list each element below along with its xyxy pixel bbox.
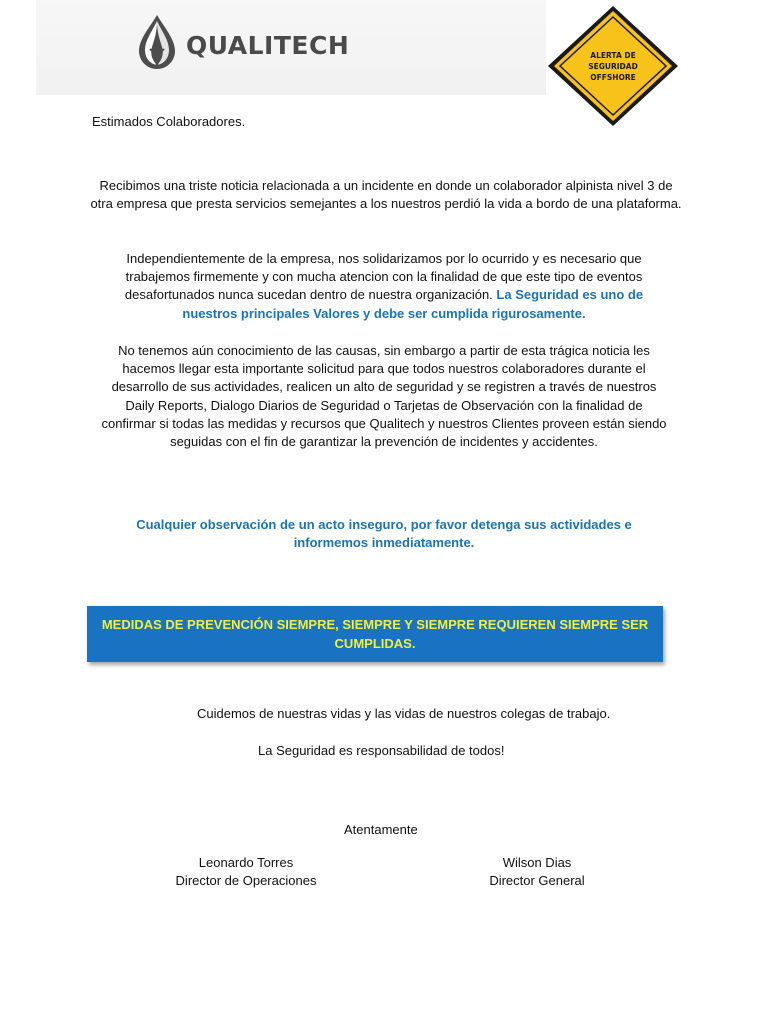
greeting: Estimados Colaboradores. bbox=[92, 114, 246, 129]
alert-line-1: ALERTA DE bbox=[590, 50, 636, 60]
signatory-title: Director de Operaciones bbox=[175, 873, 317, 888]
company-logo bbox=[136, 12, 349, 72]
paragraph-solidarity bbox=[100, 250, 668, 323]
safety-alert-sign bbox=[546, 4, 680, 128]
signature-block-operations bbox=[146, 854, 346, 890]
safety-alert-text bbox=[546, 4, 680, 128]
signatory-name: Leonardo Torres bbox=[198, 855, 294, 870]
care-line: Cuidemos de nuestras vidas y las vidas de nuestros colegas de trabajo. bbox=[197, 706, 611, 721]
closing: Atentamente bbox=[344, 822, 418, 837]
prevention-banner-text: MEDIDAS DE PREVENCIÓN SIEMPRE, SIEMPRE Y SIEMPRE REQUIEREN SIEMPRE SER CUMPLIDAS. bbox=[101, 617, 649, 651]
responsibility-line: La Seguridad es responsabilidad de todos! bbox=[258, 743, 505, 758]
paragraph-incident: Recibimos una triste noticia relacionada a un incidente en donde un colaborador alpinista nivel 3 de otra empresa que presta servicios semejantes a los nuestros perdió la vida a bordo de una plataforma. bbox=[90, 178, 682, 212]
safety-value-highlight: La Seguridad es uno de nuestros principales Valores y debe ser cumplida rigurosamente. bbox=[182, 287, 644, 321]
prevention-banner bbox=[87, 606, 663, 662]
signatory-name: Wilson Dias bbox=[502, 855, 572, 870]
paragraph-stop-work: Cualquier observación de un acto inseguro, por favor detenga sus actividades e informemos inmediatamente. bbox=[136, 517, 632, 551]
alert-line-2: SEGURIDAD bbox=[588, 61, 638, 71]
signature-block-general bbox=[437, 854, 637, 890]
company-name: QUALITECH bbox=[186, 30, 350, 60]
paragraph-request: No tenemos aún conocimiento de las causas, sin embargo a partir de esta trágica noticia les hacemos llegar esta importante solicitud para que todos nuestros colaboradores durante el desarrollo de sus actividades, realicen un alto de seguridad y se registren a través de nuestros Daily Reports, Dialogo Diarios de Seguridad o Tarjetas de Observación con la finalidad de confirmar si todas las medidas y recursos que Qualitech y nuestros Clientes proveen están siendo seguidas con el fin de garantizar la prevención de incidentes y accidentes. bbox=[101, 343, 667, 450]
qualitech-drop-icon bbox=[136, 13, 178, 71]
signatory-title: Director General bbox=[489, 873, 585, 888]
alert-line-3: OFFSHORE bbox=[590, 72, 636, 82]
paragraph-solidarity-text: Independientemente de la empresa, nos solidarizamos por lo ocurrido y es necesario que trabajemos firmemente y con mucha atencion con la finalidad de que este tipo de eventos desafortunados nunca sucedan dentro de nuestra organización. bbox=[124, 251, 643, 303]
